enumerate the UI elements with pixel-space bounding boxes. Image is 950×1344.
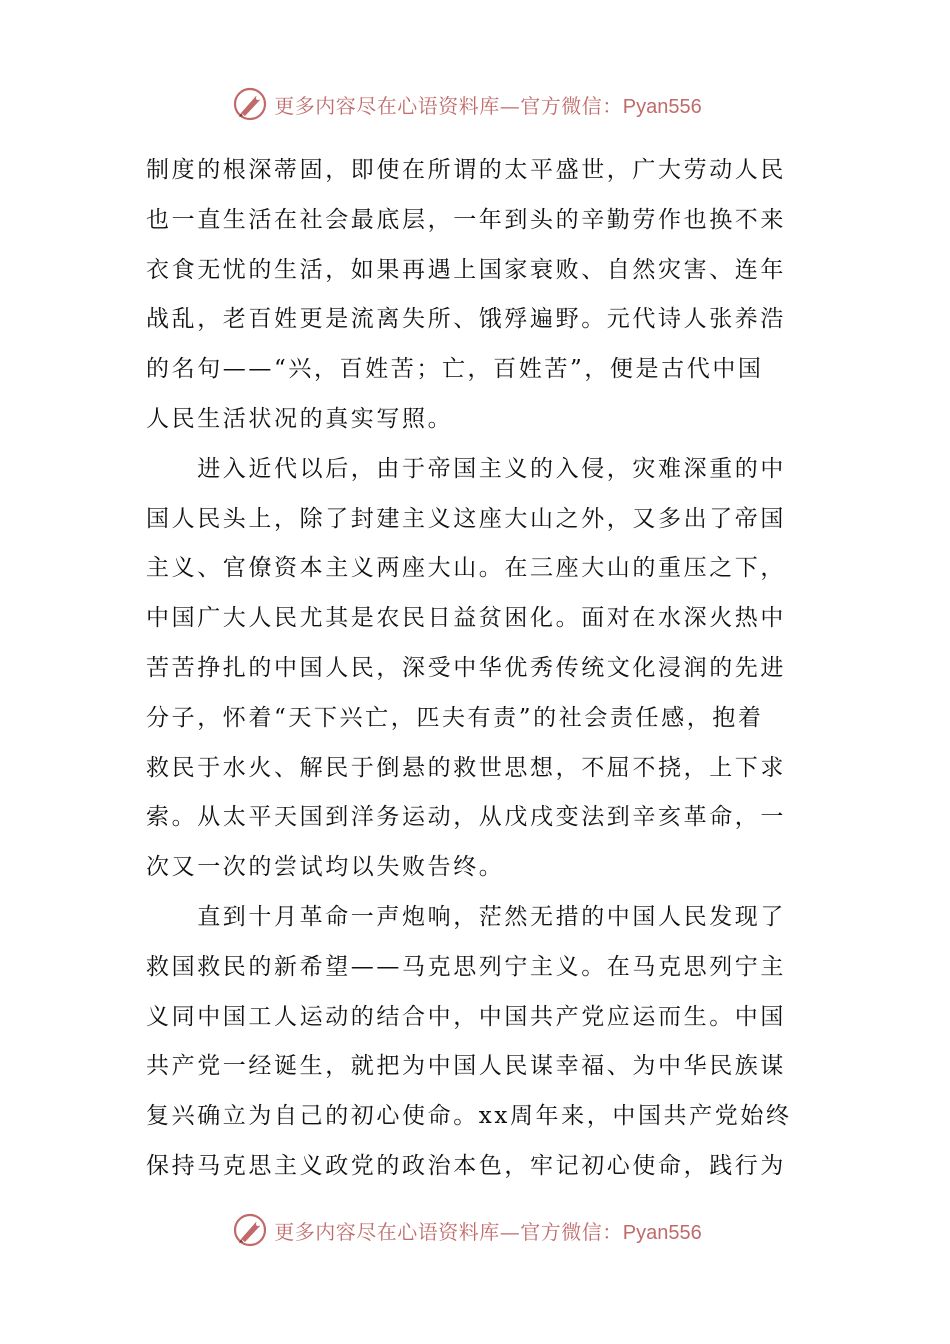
text-line: 进入近代以后，由于帝国主义的入侵，灾难深重的中 [146,455,786,482]
text-line: 的名句——“兴，百姓苦；亡，百姓苦”，便是古代中国 [146,356,764,383]
pen-logo-icon [232,86,268,122]
footer-watermark [232,1212,701,1248]
text-line: 救民于水火、解民于倒悬的救世思想，不屈不挠，上下求 [146,754,786,781]
watermark-label: 更多内容尽在心语资料库—官方微信： [274,1219,623,1244]
watermark-text [274,90,701,119]
text-line: 次又一次的尝试均以失败告终。 [146,854,505,881]
text-line: 国人民头上，除了封建主义这座大山之外，又多出了帝国 [146,505,786,532]
watermark-text [274,1216,701,1245]
watermark-handle: Pyan556 [622,95,702,118]
text-line: 人民生活状况的真实写照。 [146,405,454,432]
text-line: 救国救民的新希望——马克思列宁主义。在马克思列宁主 [146,953,786,980]
text-line: 主义、官僚资本主义两座大山。在三座大山的重压之下， [146,555,786,582]
text-line: 中国广大人民尤其是农民日益贫困化。面对在水深火热中 [146,605,786,632]
text-line: 保持马克思主义政党的政治本色，牢记初心使命，践行为 [146,1152,786,1179]
text-line: 义同中国工人运动的结合中，中国共产党应运而生。中国 [146,1003,786,1030]
text-line: 分子，怀着“天下兴亡，匹夫有责”的社会责任感，抱着 [146,704,764,731]
pen-logo-icon [232,1212,268,1248]
text-line: 索。从太平天国到洋务运动，从戊戌变法到辛亥革命，一 [146,804,786,831]
watermark-label: 更多内容尽在心语资料库—官方微信： [274,93,623,118]
watermark-handle: Pyan556 [622,1221,702,1244]
text-line: 也一直生活在社会最底层，一年到头的辛勤劳作也换不来 [146,206,786,233]
text-line: 共产党一经诞生，就把为中国人民谋幸福、为中华民族谋 [146,1053,786,1080]
header-watermark-banner [0,84,950,124]
text-line: 直到十月革命一声炮响，茫然无措的中国人民发现了 [146,903,786,930]
text-line: 苦苦挣扎的中国人民，深受中华优秀传统文化浸润的先进 [146,654,786,681]
footer-watermark-banner [0,1210,950,1250]
body-text [146,146,808,1192]
text-line: 制度的根深蒂固，即使在所谓的太平盛世，广大劳动人民 [146,157,786,183]
text-line: 战乱，老百姓更是流离失所、饿殍遍野。元代诗人张养浩 [146,306,786,333]
header-watermark [232,86,701,122]
text-line: 复兴确立为自己的初心使命。xx周年来，中国共产党始终 [146,1103,792,1130]
text-line: 衣食无忧的生活，如果再遇上国家衰败、自然灾害、连年 [146,256,786,283]
